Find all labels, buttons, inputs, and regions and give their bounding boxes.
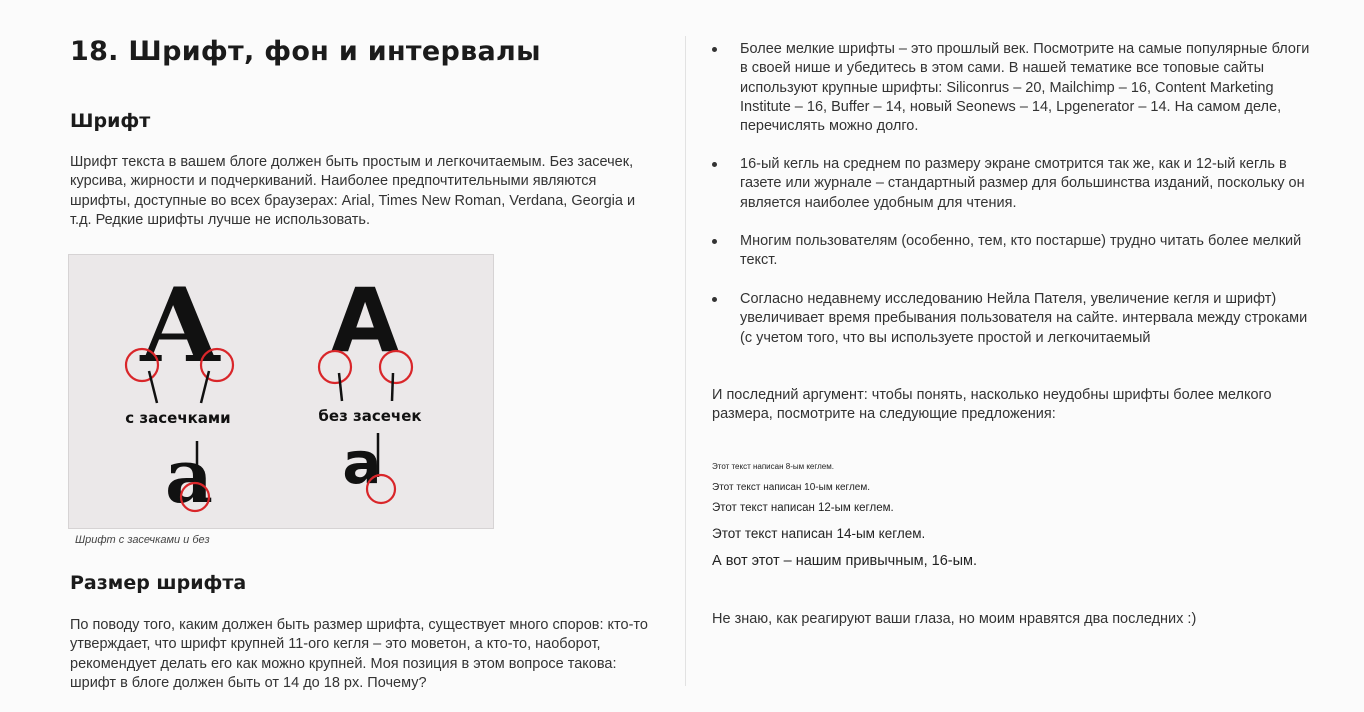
- sans-letter-a: a: [342, 429, 382, 497]
- list-item-text: Более мелкие шрифты – это прошлый век. Посмотрите на самые популярные блоги в своей нише и убедитесь в этом сами. В нашей тематике все топовые сайты используют крупные шрифты: Siliconrus – 20, Mailchimp – 16, Content Marketing Institute – 16, Buffer – 14, новый Seonews – 14, Lpgenerator – 14. На самом деле, перечислять можно долго.: [740, 41, 1310, 135]
- pointer-line: [392, 373, 393, 401]
- font-paragraph: Шрифт текста в вашем блоге должен быть простым и легкочитаемым. Без засечек, курсива, жирности и подчеркиваний. Наиболее предпочтительными являются шрифты, доступные во всех браузерах: Arial, Times New Roman, Verdana, Georgia и т.д. Редкие шрифты лучше не использовать.: [70, 154, 636, 228]
- column-divider: [685, 36, 686, 686]
- bullet-icon: [712, 239, 717, 244]
- sample-14px: Этот текст написан 14-ым кеглем.: [712, 526, 926, 541]
- sample-8px: Этот текст написан 8-ым кеглем.: [712, 462, 834, 471]
- closing-paragraph: Не знаю, как реагируют ваши глаза, но моим нравятся два последних :): [712, 611, 1197, 627]
- pointer-line: [339, 373, 342, 401]
- serif-letter-a: a: [165, 434, 213, 520]
- last-argument-paragraph: И последний аргумент: чтобы понять, насколько неудобны шрифты более мелкого размера, посмотрите на следующие предложения:: [712, 387, 1272, 423]
- bullet-icon: [712, 47, 717, 52]
- list-item-text: Согласно недавнему исследованию Нейла Пателя, увеличение кегля и шрифт) увеличивает время пребывания пользователя на сайте. интервала между строками (с учетом того, что вы используете простой и легкочитаемый: [740, 291, 1308, 346]
- sample-12px: Этот текст написан 12-ым кеглем.: [712, 502, 894, 514]
- list-item-text: 16-ый кегль на среднем по размеру экране смотрится так же, как и 12-ый кегль в газете или журнале – стандартный размер для большинства изданий, поскольку он является наиболее удобным для чтения.: [740, 156, 1305, 211]
- section-heading-size: Размер шрифта: [70, 572, 247, 594]
- list-item-text: Многим пользователям (особенно, тем, кто постарше) трудно читать более мелкий текст.: [740, 233, 1302, 269]
- serif-label: с засечками: [125, 409, 231, 427]
- list-item: [712, 232, 1312, 271]
- serif-illustration: [69, 255, 493, 528]
- bullet-icon: [712, 297, 717, 302]
- sans-serif-label: без засечек: [318, 407, 422, 425]
- sample-16px: А вот этот – нашим привычным, 16-ым.: [712, 553, 978, 569]
- sample-10px: Этот текст написан 10-ым кеглем.: [712, 482, 870, 493]
- article-title: 18. Шрифт, фон и интервалы: [70, 36, 541, 67]
- bullet-icon: [712, 162, 717, 167]
- list-item: [712, 40, 1312, 136]
- size-paragraph: По поводу того, каким должен быть размер шрифта, существует много споров: кто-то утверждает, что шрифт крупней 11-ого кегля – это моветон, а кто-то, наоборот, рекомендует делать его как можно крупней. Моя позиция в этом вопросе такова: шрифт в блоге должен быть от 14 до 18 px. Почему?: [70, 617, 648, 691]
- serif-letter-A: A: [140, 266, 220, 386]
- sans-letter-A: A: [330, 269, 400, 372]
- list-item: [712, 290, 1312, 348]
- section-heading-font: Шрифт: [70, 110, 151, 132]
- serif-comparison-figure: [68, 254, 494, 529]
- figure-caption: Шрифт с засечками и без: [75, 534, 210, 546]
- list-item: [712, 155, 1312, 213]
